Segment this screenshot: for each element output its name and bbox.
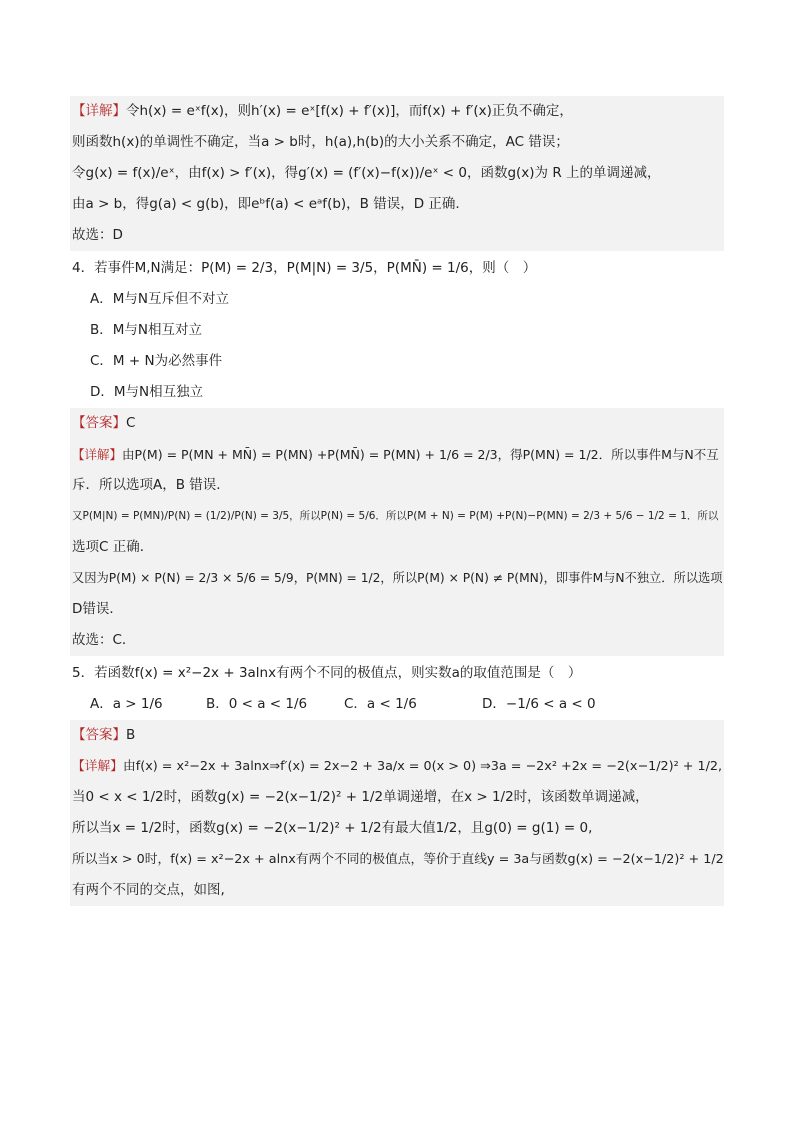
question-5 [70, 658, 724, 720]
analysis-line: 【详解】由f(x) = x²−2x + 3alnx⇒f′(x) = 2x−2 + 3a/x = 0(x > 0) ⇒3a = −2x² +2x = −2(x−1/2)² + 1/2, [72, 759, 723, 774]
option-a: A．M与N互斥但不对立 [90, 291, 229, 307]
analysis-line: 令g(x) = f(x)/eˣ，由f(x) > f′(x)，得g′(x) = (f′(x)−f(x))/eˣ < 0，函数g(x)为 R 上的单调递减， [72, 165, 661, 181]
analysis-line: 斥．所以选项A，B 错误． [72, 477, 230, 493]
answer-line: 【答案】B [72, 727, 136, 743]
option-c: C．M + N为必然事件 [90, 353, 223, 369]
analysis-line: 故选：C． [72, 632, 136, 648]
analysis-block-q3 [70, 96, 724, 251]
analysis-line: 当0 < x < 1/2时，函数g(x) = −2(x−1/2)² + 1/2单调递增，在x > 1/2时，该函数单调递减， [72, 789, 649, 805]
question-stem: 5．若函数f(x) = x²−2x + 3alnx有两个不同的极值点，则实数a的取值范围是（ ） [72, 665, 582, 681]
analysis-line: 则函数h(x)的单调性不确定，当a > b时，h(a),h(b)的大小关系不确定，AC 错误； [72, 134, 569, 150]
answer-line: 【答案】C [72, 415, 136, 431]
analysis-block-q5 [70, 720, 724, 906]
analysis-line: 【详解】由P(M) = P(MN + MN̄) = P(MN) +P(MN̄) = P(MN) + 1/6 = 2/3，得P(MN) = 1/2．所以事件M与N不互 [72, 447, 719, 462]
analysis-block-q4 [70, 408, 724, 656]
analysis-line: 【详解】令h(x) = eˣf(x)，则h′(x) = eˣ[f(x) + f′(x)]，而f(x) + f′(x)正负不确定， [72, 103, 573, 119]
analysis-line: 由a > b，得g(a) < g(b)，即eᵇf(a) < eᵃf(b)，B 错误，D 正确. [72, 196, 460, 212]
question-stem: 4．若事件M,N满足：P(M) = 2/3，P(M|N) = 3/5，P(MN̄) = 1/6，则（ ） [72, 260, 537, 276]
option-a: A．a > 1/6 [90, 696, 163, 712]
analysis-line: 有两个不同的交点，如图, [72, 882, 225, 898]
option-b: B．0 < a < 1/6 [206, 696, 308, 712]
analysis-line: 又P(M|N) = P(MN)/P(N) = (1/2)/P(N) = 3/5，所以P(N) = 5/6．所以P(M + N) = P(M) +P(N)−P(MN) = 2/3 + 5/6 − 1/2 = 1．所以 [72, 510, 719, 522]
question-4 [70, 253, 724, 408]
document-page [70, 96, 724, 906]
analysis-line: 故选：D [72, 227, 123, 243]
option-c: C．a < 1/6 [344, 696, 417, 712]
analysis-line: 所以当x = 1/2时，函数g(x) = −2(x−1/2)² + 1/2有最大值1/2，且g(0) = g(1) = 0, [72, 820, 593, 836]
option-d: D．M与N相互独立 [90, 384, 204, 400]
analysis-line: 又因为P(M) × P(N) = 2/3 × 5/6 = 5/9，P(MN) = 1/2，所以P(M) × P(N) ≠ P(MN)，即事件M与N不独立．所以选项 [72, 571, 723, 585]
analysis-line: 所以当x > 0时，f(x) = x²−2x + alnx有两个不同的极值点，等价于直线y = 3a与函数g(x) = −2(x−1/2)² + 1/2 [72, 852, 724, 867]
analysis-line: 选项C 正确． [72, 539, 154, 555]
analysis-line: D错误． [72, 601, 123, 617]
options-row [70, 689, 724, 720]
option-d: D．−1/6 < a < 0 [482, 696, 596, 712]
option-b: B．M与N相互对立 [90, 322, 203, 338]
